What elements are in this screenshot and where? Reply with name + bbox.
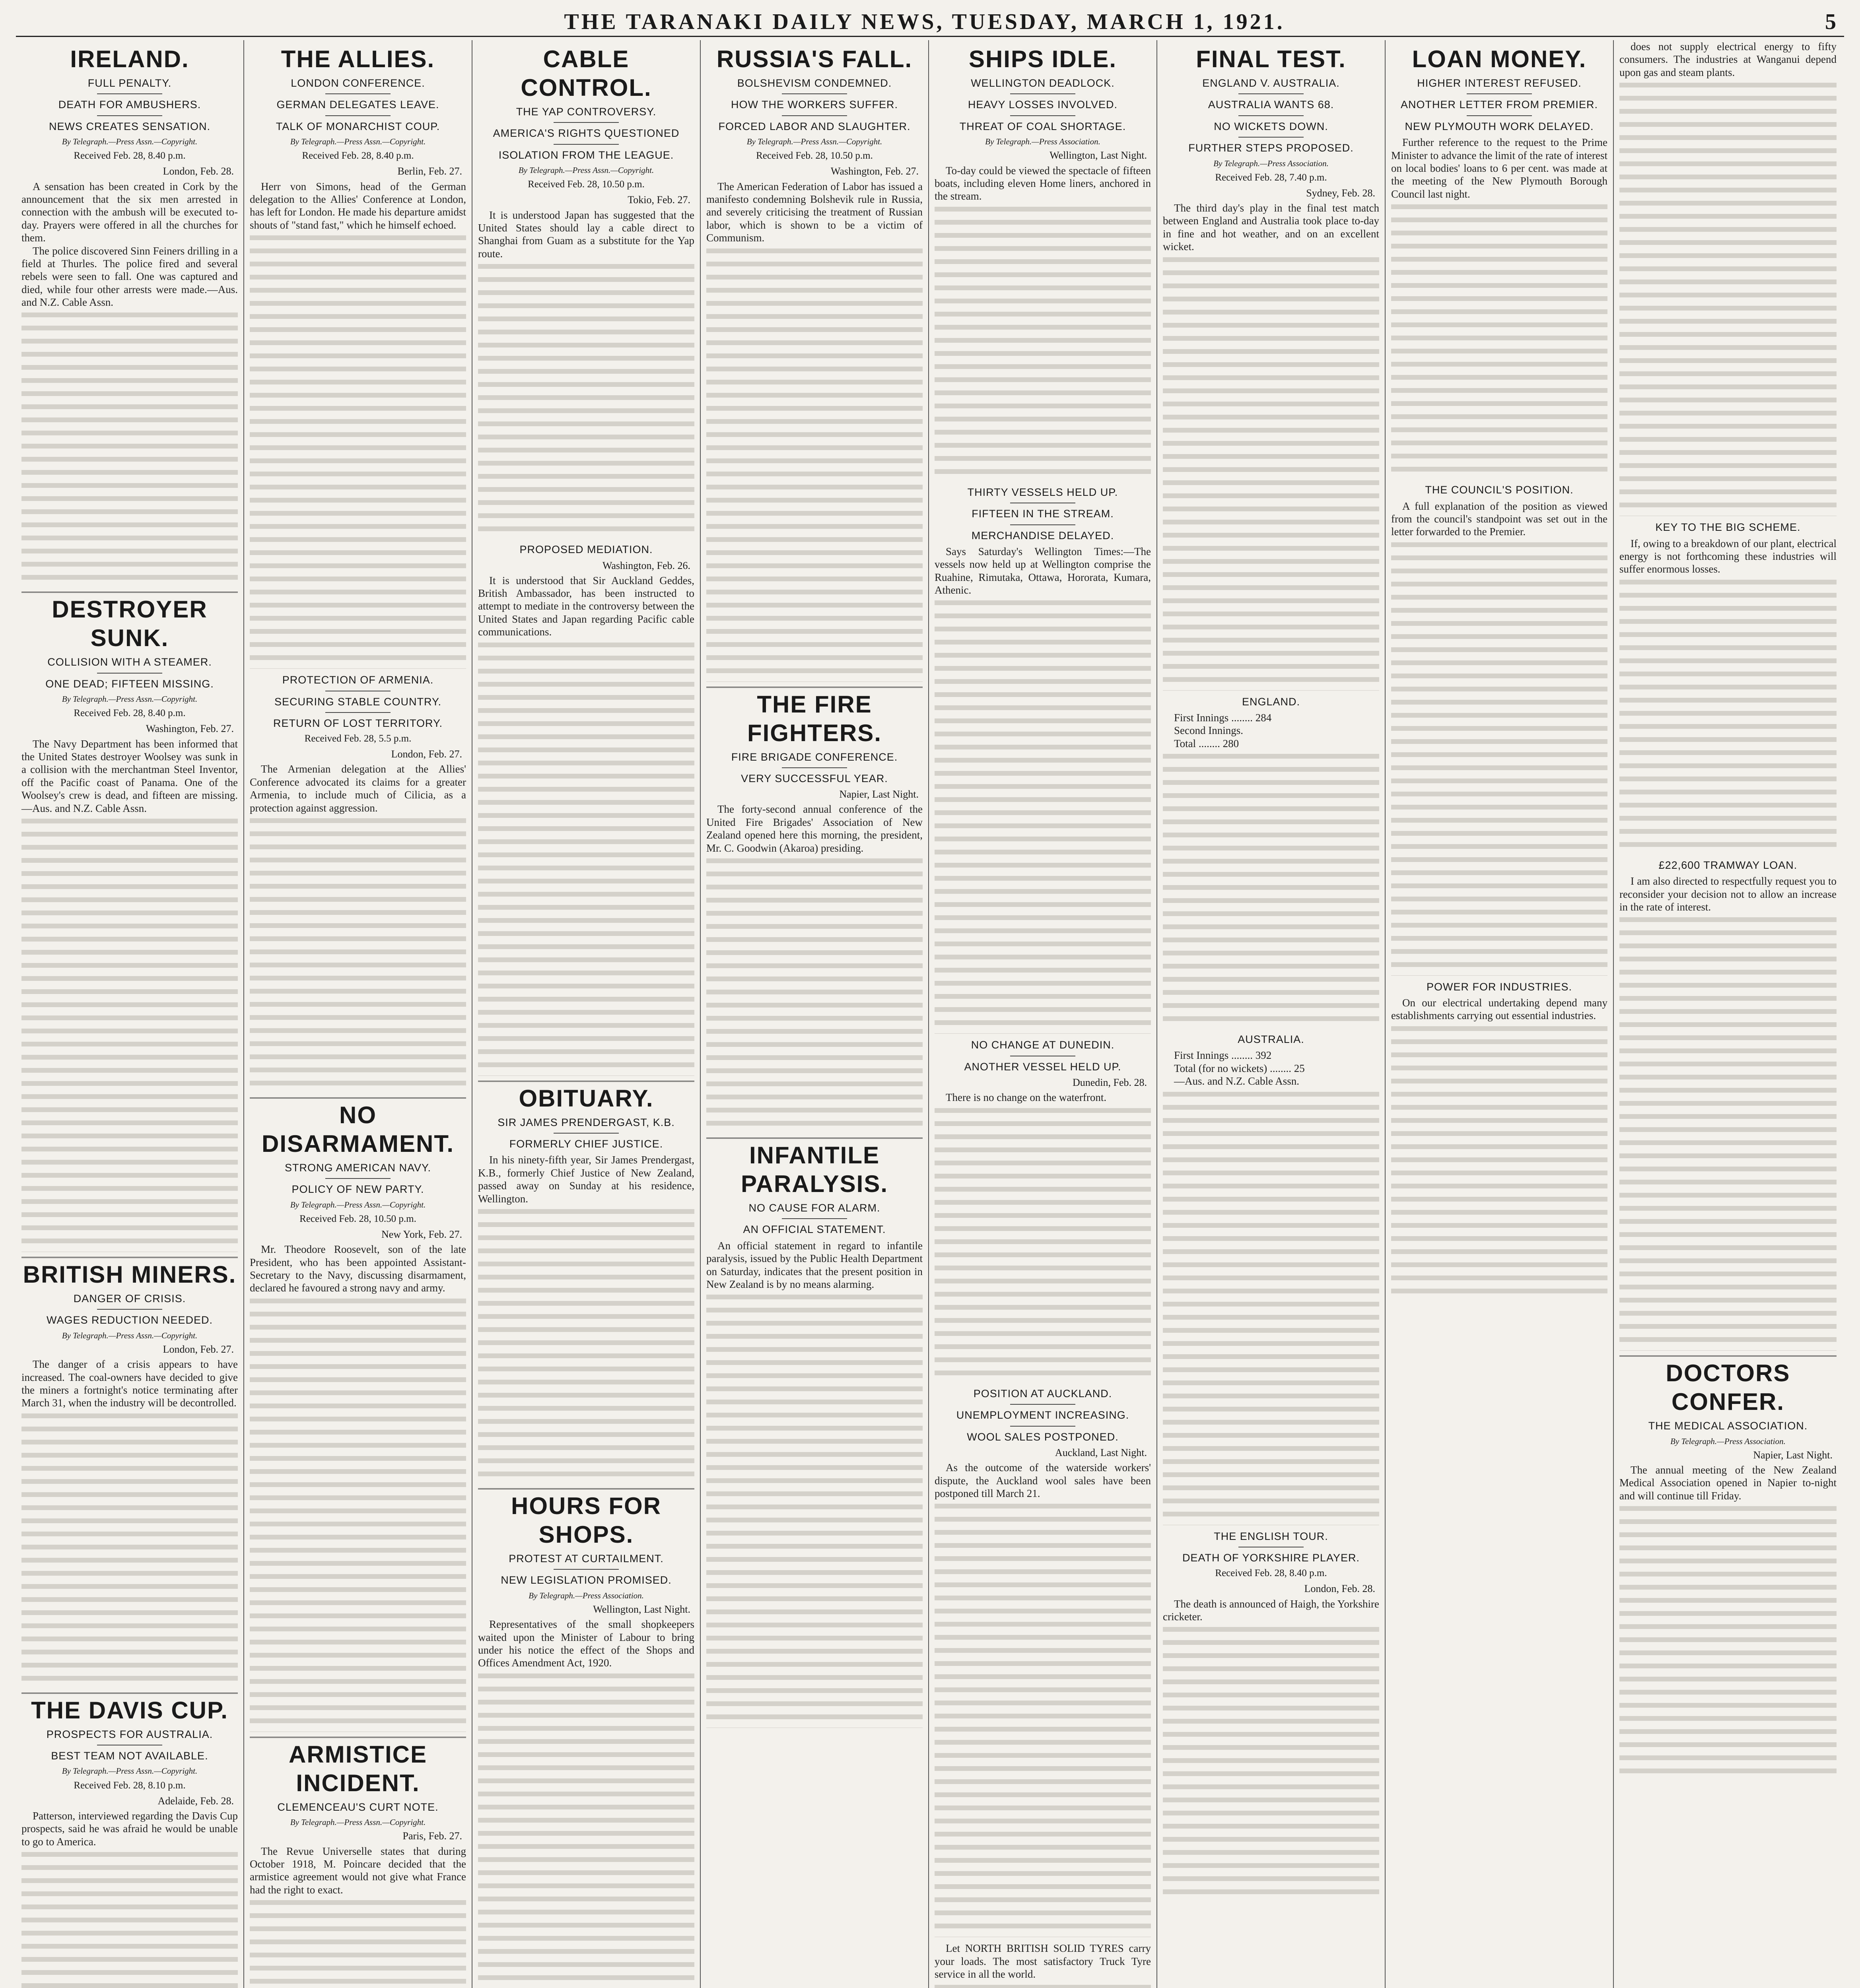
subheading: BOLSHEVISM CONDEMNED. bbox=[737, 77, 892, 89]
dateline: Wellington, Last Night. bbox=[1050, 149, 1147, 161]
divider bbox=[325, 712, 390, 713]
subheading: STRONG AMERICAN NAVY. bbox=[284, 1162, 431, 1174]
subheading: PROPOSED MEDIATION. bbox=[519, 544, 653, 556]
article-text-block bbox=[1619, 576, 1837, 854]
wire-credit: By Telegraph.—Press Association. bbox=[985, 137, 1100, 147]
divider bbox=[97, 115, 162, 116]
received-time: Received Feb. 28, 8.40 p.m. bbox=[302, 150, 414, 161]
paragraph: It is understood Japan has suggested that the United States should lay a cable direct to Shanghai from Guam as a substitute for the Yap route. bbox=[478, 209, 694, 260]
article bbox=[21, 1257, 238, 1688]
subheading: NO CAUSE FOR ALARM. bbox=[748, 1202, 880, 1214]
article-text-block bbox=[478, 639, 694, 1076]
article-text-block bbox=[1391, 1022, 1607, 1301]
paragraph: If, owing to a breakdown of our plant, electrical energy is not forthcoming these industries will suffer enormous losses. bbox=[1619, 537, 1837, 575]
article bbox=[706, 43, 923, 682]
article-body bbox=[1391, 996, 1607, 1022]
subheading: ENGLAND. bbox=[1242, 695, 1300, 708]
article bbox=[935, 486, 1151, 1034]
article-body bbox=[706, 803, 923, 854]
article-text-block bbox=[478, 260, 694, 538]
article-text-block bbox=[706, 245, 923, 682]
divider bbox=[782, 93, 847, 94]
headline: THE ALLIES. bbox=[281, 46, 435, 72]
article-body bbox=[250, 763, 466, 814]
article bbox=[21, 1693, 238, 1988]
subheading: WAGES REDUCTION NEEDED. bbox=[46, 1314, 213, 1326]
paragraph: Total (for no wickets) ........ 25 bbox=[1174, 1062, 1305, 1074]
article-body bbox=[21, 1809, 238, 1848]
subheading: LONDON CONFERENCE. bbox=[291, 77, 425, 89]
paragraph: Second Innings. bbox=[1174, 724, 1243, 737]
subheading: NO WICKETS DOWN. bbox=[1214, 120, 1328, 132]
column-7 bbox=[1386, 40, 1614, 1988]
divider bbox=[1010, 524, 1075, 525]
divider bbox=[1010, 1404, 1075, 1405]
masthead bbox=[16, 8, 1844, 37]
headline: LOAN MONEY. bbox=[1412, 46, 1587, 72]
column-6 bbox=[1157, 40, 1386, 1988]
subheading: DEATH OF YORKSHIRE PLAYER. bbox=[1182, 1552, 1360, 1564]
article-body bbox=[1163, 1049, 1379, 1087]
paragraph: The annual meeting of the New Zealand Medical Association opened in Napier to-night and will continue till Friday. bbox=[1619, 1464, 1837, 1502]
received-time: Received Feb. 28, 10.50 p.m. bbox=[299, 1213, 416, 1224]
dateline: London, Feb. 28. bbox=[1304, 1583, 1375, 1595]
subheading: POWER FOR INDUSTRIES. bbox=[1426, 980, 1572, 993]
article bbox=[935, 43, 1151, 481]
article bbox=[1163, 1033, 1379, 1525]
article-body bbox=[1391, 500, 1607, 538]
dateline: Adelaide, Feb. 28. bbox=[157, 1795, 234, 1807]
article-text-block bbox=[1163, 1088, 1379, 1525]
divider bbox=[554, 144, 618, 145]
subheading: DANGER OF CRISIS. bbox=[73, 1292, 186, 1305]
headline: INFANTILE PARALYSIS. bbox=[706, 1138, 923, 1198]
article bbox=[21, 592, 238, 1252]
subheading: THE COUNCIL'S POSITION. bbox=[1425, 484, 1574, 496]
subheading: HIGHER INTEREST REFUSED. bbox=[1417, 77, 1582, 89]
subheading: FORCED LABOR AND SLAUGHTER. bbox=[718, 120, 911, 132]
dateline: Sydney, Feb. 28. bbox=[1306, 187, 1375, 199]
subheading: THREAT OF COAL SHORTAGE. bbox=[959, 120, 1126, 132]
paragraph: I am also directed to respectfully request you to reconsider your decision not to allow an increase in the rate of interest. bbox=[1619, 875, 1837, 913]
article-text-block bbox=[935, 1104, 1151, 1382]
headline: HOURS FOR SHOPS. bbox=[478, 1488, 694, 1549]
headline: THE FIRE FIGHTERS. bbox=[706, 687, 923, 747]
article-text-block bbox=[250, 814, 466, 1093]
divider bbox=[782, 115, 847, 116]
subheading: UNEMPLOYMENT INCREASING. bbox=[956, 1409, 1129, 1421]
subheading: ANOTHER VESSEL HELD UP. bbox=[964, 1060, 1121, 1073]
wire-credit: By Telegraph.—Press Assn.—Copyright. bbox=[62, 694, 198, 704]
article-text-block bbox=[21, 815, 238, 1252]
subheading: FORMERLY CHIEF JUSTICE. bbox=[509, 1138, 663, 1150]
wire-credit: By Telegraph.—Press Association. bbox=[1213, 158, 1329, 168]
received-time: Received Feb. 28, 8.40 p.m. bbox=[74, 150, 186, 161]
article-body bbox=[21, 738, 238, 815]
column-5 bbox=[929, 40, 1157, 1988]
paragraph: First Innings ........ 392 bbox=[1174, 1049, 1272, 1062]
received-time: Received Feb. 28, 7.40 p.m. bbox=[1215, 172, 1327, 183]
article bbox=[1619, 521, 1837, 854]
paragraph: The death is announced of Haigh, the Yorkshire cricketer. bbox=[1163, 1598, 1379, 1623]
subheading: AMERICA'S RIGHTS QUESTIONED bbox=[493, 127, 680, 140]
article bbox=[1391, 980, 1607, 1301]
article-text-block bbox=[935, 596, 1151, 1034]
column-1 bbox=[16, 40, 244, 1988]
subheading: THE ENGLISH TOUR. bbox=[1214, 1530, 1328, 1542]
article bbox=[935, 1039, 1151, 1382]
subheading: AUSTRALIA. bbox=[1238, 1033, 1304, 1046]
article-body bbox=[1619, 1464, 1837, 1502]
article-body bbox=[250, 1845, 466, 1897]
article-body bbox=[935, 1091, 1151, 1104]
article-text-block bbox=[706, 854, 923, 1133]
article-text-block bbox=[1619, 1502, 1837, 1780]
paragraph: There is no change on the waterfront. bbox=[946, 1091, 1107, 1104]
subheading: PROTECTION OF ARMENIA. bbox=[282, 674, 434, 686]
dateline: London, Feb. 28. bbox=[163, 165, 234, 177]
paragraph: The police discovered Sinn Feiners drilling in a field at Thurles. The police fired and several rebels were seen to fall. One was captured and died, while four other arrests were made.—Aus. and N.Z. Cable Assn. bbox=[21, 245, 238, 309]
article-body bbox=[935, 545, 1151, 597]
paragraph: The Armenian delegation at the Allies' Conference advocated its claims for a greater Armenia, to include much of Cilicia, as a protection against aggression. bbox=[250, 763, 466, 814]
article bbox=[250, 1737, 466, 1988]
article-text-block bbox=[1163, 750, 1379, 1028]
subheading: PROTEST AT CURTAILMENT. bbox=[509, 1552, 664, 1565]
article bbox=[21, 43, 238, 587]
subheading: CLEMENCEAU'S CURT NOTE. bbox=[277, 1801, 439, 1813]
article-text-block bbox=[1163, 1623, 1379, 1901]
divider bbox=[1238, 137, 1303, 138]
article-body bbox=[1163, 202, 1379, 253]
subheading: FIFTEEN IN THE STREAM. bbox=[972, 508, 1114, 520]
paragraph: Representatives of the small shopkeepers waited upon the Minister of Labour to bring under his notice the effect of the Shops and Offices Amendment Act, 1920. bbox=[478, 1618, 694, 1669]
divider bbox=[1467, 93, 1532, 94]
article-body bbox=[1619, 875, 1837, 913]
article bbox=[250, 674, 466, 1093]
article-text-block bbox=[1391, 200, 1607, 479]
subheading: MERCHANDISE DELAYED. bbox=[971, 529, 1114, 542]
paragraph: An official statement in regard to infantile paralysis, issued by the Public Health Department on Saturday, indicates that the present position in New Zealand is by no means alarming. bbox=[706, 1239, 923, 1290]
divider bbox=[782, 1218, 847, 1219]
article bbox=[250, 1097, 466, 1732]
divider bbox=[1467, 115, 1532, 116]
article-text-block bbox=[250, 1896, 466, 1988]
article-body bbox=[478, 1153, 694, 1205]
article-body bbox=[1391, 136, 1607, 200]
paragraph: The danger of a crisis appears to have increased. The coal-owners have decided to give the miners a fortnight's notice terminating after March 31, when the industry will be decontrolled. bbox=[21, 1358, 238, 1409]
wire-credit: By Telegraph.—Press Assn.—Copyright. bbox=[62, 1766, 198, 1776]
divider bbox=[1010, 93, 1075, 94]
article-body bbox=[250, 180, 466, 232]
dateline: London, Feb. 27. bbox=[391, 748, 462, 760]
headline: CABLE CONTROL. bbox=[521, 46, 652, 101]
column-3 bbox=[472, 40, 701, 1988]
subheading: BEST TEAM NOT AVAILABLE. bbox=[51, 1750, 208, 1762]
column-2 bbox=[244, 40, 472, 1988]
paragraph: —Aus. and N.Z. Cable Assn. bbox=[1174, 1075, 1299, 1087]
paragraph: Mr. Theodore Roosevelt, son of the late President, who has been appointed Assistant-Secretary to the Navy, discussing disarmament, declared he favoured a strong navy and army. bbox=[250, 1243, 466, 1294]
article-text-block bbox=[935, 1500, 1151, 1937]
article-text-block bbox=[1163, 253, 1379, 691]
headline: DOCTORS CONFER. bbox=[1619, 1355, 1837, 1416]
subheading: HEAVY LOSSES INVOLVED. bbox=[968, 99, 1118, 111]
article bbox=[1163, 1530, 1379, 1902]
dateline: New York, Feb. 27. bbox=[381, 1229, 462, 1240]
divider bbox=[554, 1133, 618, 1134]
subheading: AUSTRALIA WANTS 68. bbox=[1208, 99, 1334, 111]
article-body bbox=[21, 180, 238, 309]
article bbox=[250, 43, 466, 669]
article bbox=[1391, 483, 1607, 976]
paragraph: The Navy Department has been informed that the United States destroyer Woolsey was sunk in a collision with the merchantman Steel Inventor, off the Pacific coast of Panama. One of the Woolsey's crew is dead, and fifteen are missing.—Aus. and N.Z. Cable Assn. bbox=[21, 738, 238, 814]
wire-credit: By Telegraph.—Press Assn.—Copyright. bbox=[62, 137, 198, 147]
dateline: Washington, Feb. 26. bbox=[602, 559, 690, 571]
article bbox=[1619, 40, 1837, 516]
received-time: Received Feb. 28, 8.10 p.m. bbox=[74, 1780, 186, 1791]
paragraph: On our electrical undertaking depend many establishments carrying out essential industries. bbox=[1391, 997, 1607, 1022]
article bbox=[478, 43, 694, 538]
article bbox=[706, 1138, 923, 1728]
article bbox=[1391, 43, 1607, 479]
headline: ARMISTICE INCIDENT. bbox=[250, 1737, 466, 1798]
subheading: DEATH FOR AMBUSHERS. bbox=[58, 99, 201, 111]
divider bbox=[97, 93, 162, 94]
wire-credit: By Telegraph.—Press Assn.—Copyright. bbox=[518, 165, 654, 175]
subheading: NO CHANGE AT DUNEDIN. bbox=[971, 1039, 1115, 1051]
article-text-block bbox=[478, 1205, 694, 1483]
subheading: COLLISION WITH A STEAMER. bbox=[47, 656, 212, 668]
divider bbox=[554, 122, 618, 123]
paragraph: To-day could be viewed the spectacle of fifteen boats, including eleven Home liners, anchored in the stream. bbox=[935, 164, 1151, 202]
article-body bbox=[1619, 40, 1837, 79]
article-text-block bbox=[21, 1409, 238, 1688]
article-text-block bbox=[250, 231, 466, 669]
subheading: FULL PENALTY. bbox=[87, 77, 172, 89]
wire-credit: By Telegraph.—Press Assn.—Copyright. bbox=[290, 1200, 426, 1209]
subheading: NEWS CREATES SENSATION. bbox=[49, 120, 211, 132]
article bbox=[1163, 43, 1379, 691]
article-body bbox=[1163, 1598, 1379, 1623]
subheading: GERMAN DELEGATES LEAVE. bbox=[276, 99, 439, 111]
subheading: ENGLAND V. AUSTRALIA. bbox=[1202, 77, 1340, 89]
paragraph: Herr von Simons, head of the German delegation to the Allies' Conference at London, has left for London. He made his departure amidst shouts of "stand fast," which he himself echoed. bbox=[250, 180, 466, 231]
article-text-block bbox=[21, 309, 238, 587]
paragraph: The American Federation of Labor has issued a manifesto condemning Bolshevik rule in Russia, and severely criticising the treatment of Russian labor, which is shown to be a victim of Communism. bbox=[706, 180, 923, 244]
paragraph: Further reference to the request to the Prime Minister to advance the limit of the rate of interest on local bodies' loans to 6 per cent. was made at the meeting of the New Plymouth Borough Council last night. bbox=[1391, 136, 1607, 200]
paragraph: Says Saturday's Wellington Times:—The vessels now held up at Wellington comprise the Ruahine, Rimutaka, Ottawa, Hororata, Kumara, Athenic. bbox=[935, 545, 1151, 596]
article-text-block bbox=[478, 1670, 694, 1988]
column-4 bbox=[701, 40, 929, 1988]
dateline: London, Feb. 27. bbox=[163, 1343, 234, 1355]
subheading: WOOL SALES POSTPONED. bbox=[967, 1431, 1119, 1443]
headline: DESTROYER SUNK. bbox=[21, 592, 238, 652]
column-8 bbox=[1614, 40, 1842, 1988]
article-body bbox=[935, 1942, 1151, 1980]
wire-credit: By Telegraph.—Press Assn.—Copyright. bbox=[62, 1330, 198, 1340]
article-body bbox=[1163, 711, 1379, 750]
received-time: Received Feb. 28, 8.40 p.m. bbox=[74, 708, 186, 719]
received-time: Received Feb. 28, 5.5 p.m. bbox=[304, 733, 412, 744]
article-body bbox=[250, 1243, 466, 1295]
subheading: ISOLATION FROM THE LEAGUE. bbox=[498, 149, 674, 161]
dateline: Washington, Feb. 27. bbox=[830, 165, 919, 177]
article-text-block bbox=[935, 203, 1151, 481]
divider bbox=[97, 673, 162, 674]
wire-credit: By Telegraph.—Press Assn.—Copyright. bbox=[290, 1817, 426, 1827]
headline: SHIPS IDLE. bbox=[968, 46, 1117, 72]
subheading: FURTHER STEPS PROPOSED. bbox=[1188, 142, 1354, 154]
wire-credit: By Telegraph.—Press Assn.—Copyright. bbox=[290, 137, 426, 147]
dateline: Washington, Feb. 27. bbox=[146, 723, 234, 735]
subheading: POLICY OF NEW PARTY. bbox=[292, 1183, 424, 1196]
article-text-block bbox=[1619, 79, 1837, 516]
article-text-block bbox=[250, 1295, 466, 1732]
article-body bbox=[478, 574, 694, 639]
divider bbox=[325, 1178, 390, 1179]
dateline: Berlin, Feb. 27. bbox=[397, 165, 462, 177]
subheading: POSITION AT AUCKLAND. bbox=[973, 1387, 1112, 1400]
received-time: Received Feb. 28, 8.40 p.m. bbox=[1215, 1568, 1327, 1579]
headline: FINAL TEST. bbox=[1196, 46, 1346, 72]
subheading: THE MEDICAL ASSOCIATION. bbox=[1648, 1420, 1808, 1432]
divider bbox=[325, 93, 390, 94]
divider bbox=[1238, 115, 1303, 116]
divider bbox=[325, 115, 390, 116]
article-text-block bbox=[1619, 913, 1837, 1351]
subheading: ONE DEAD; FIFTEEN MISSING. bbox=[45, 678, 214, 690]
headline: RUSSIA'S FALL. bbox=[716, 46, 913, 72]
article-body bbox=[478, 209, 694, 260]
received-time: Received Feb. 28, 10.50 p.m. bbox=[756, 150, 873, 161]
paragraph: As the outcome of the waterside workers' dispute, the Auckland wool sales have been postponed till March 21. bbox=[935, 1462, 1151, 1499]
divider bbox=[97, 1309, 162, 1310]
wire-credit: By Telegraph.—Press Assn.—Copyright. bbox=[746, 137, 882, 147]
paragraph: The third day's play in the final test match between England and Australia took place to-day in fine and hot weather, and on an excellent wicket. bbox=[1163, 202, 1379, 253]
dateline: Napier, Last Night. bbox=[839, 788, 919, 800]
subheading: SIR JAMES PRENDERGAST, K.B. bbox=[498, 1116, 675, 1128]
subheading: TALK OF MONARCHIST COUP. bbox=[276, 120, 440, 132]
article bbox=[478, 1081, 694, 1483]
received-time: Received Feb. 28, 10.50 p.m. bbox=[528, 179, 645, 190]
article bbox=[1619, 1355, 1837, 1780]
subheading: £22,600 TRAMWAY LOAN. bbox=[1658, 859, 1798, 871]
article bbox=[1619, 859, 1837, 1351]
subheading: AN OFFICIAL STATEMENT. bbox=[743, 1223, 886, 1236]
divider bbox=[1010, 115, 1075, 116]
subheading: WELLINGTON DEADLOCK. bbox=[971, 77, 1115, 89]
article bbox=[1163, 695, 1379, 1029]
article bbox=[935, 1942, 1151, 1988]
subheading: NEW PLYMOUTH WORK DELAYED. bbox=[1405, 120, 1594, 132]
paragraph: First Innings ........ 284 bbox=[1174, 711, 1272, 724]
article bbox=[478, 1488, 694, 1988]
article-body bbox=[706, 180, 923, 245]
subheading: NEW LEGISLATION PROMISED. bbox=[501, 1574, 672, 1586]
subheading: ANOTHER LETTER FROM PREMIER. bbox=[1400, 99, 1598, 111]
article-body bbox=[1619, 537, 1837, 576]
paragraph: It is understood that Sir Auckland Geddes, British Ambassador, has been instructed to attempt to mediate in the controversy between the United States and Japan regarding Pacific cable communications. bbox=[478, 574, 694, 638]
article-body bbox=[935, 164, 1151, 203]
paragraph: Total ........ 280 bbox=[1174, 737, 1239, 749]
headline: BRITISH MINERS. bbox=[21, 1257, 238, 1289]
article-text-block bbox=[935, 1981, 1151, 1988]
columns bbox=[16, 40, 1844, 1988]
article-body bbox=[935, 1461, 1151, 1500]
divider bbox=[1238, 93, 1303, 94]
subheading: KEY TO THE BIG SCHEME. bbox=[1655, 521, 1801, 534]
subheading: VERY SUCCESSFUL YEAR. bbox=[741, 772, 888, 784]
paragraph: A sensation has been created in Cork by the announcement that the six men arrested in connection with the ambush will be executed to-day. Prayers were offered in all the churches for them. bbox=[21, 180, 238, 244]
headline: OBITUARY. bbox=[478, 1081, 694, 1113]
paragraph: does not supply electrical energy to fifty consumers. The industries at Wanganui depend upon gas and steam plants. bbox=[1619, 41, 1837, 78]
article-body bbox=[21, 1358, 238, 1409]
wire-credit: By Telegraph.—Press Association. bbox=[529, 1590, 644, 1600]
headline: NO DISARMAMENT. bbox=[250, 1097, 466, 1158]
article-text-block bbox=[21, 1848, 238, 1988]
dateline: Auckland, Last Night. bbox=[1055, 1446, 1147, 1458]
divider bbox=[782, 767, 847, 768]
dateline: Tokio, Feb. 27. bbox=[628, 194, 690, 206]
paragraph: A full explanation of the position as viewed from the council's standpoint was set out in the letter forwarded to the Premier. bbox=[1391, 500, 1607, 538]
subheading: FIRE BRIGADE CONFERENCE. bbox=[731, 751, 898, 763]
dateline: Napier, Last Night. bbox=[1753, 1449, 1833, 1461]
dateline: Paris, Feb. 27. bbox=[402, 1830, 462, 1842]
subheading: PROSPECTS FOR AUSTRALIA. bbox=[46, 1728, 213, 1740]
paragraph: The forty-second annual conference of the United Fire Brigades' Association of New Zealand opened here this morning, the president, Mr. C. Goodwin (Akaroa) presiding. bbox=[706, 803, 923, 854]
wire-credit: By Telegraph.—Press Association. bbox=[1670, 1436, 1786, 1446]
subheading: HOW THE WORKERS SUFFER. bbox=[731, 99, 898, 111]
paragraph: In his ninety-fifth year, Sir James Prendergast, K.B., formerly Chief Justice of New Zealand, passed away on Sunday at his residence, Wellington. bbox=[478, 1154, 694, 1205]
article-body bbox=[478, 1618, 694, 1670]
paragraph: The Revue Universelle states that during October 1918, M. Poincare decided that the armistice agreement would not give what France had the right to exact. bbox=[250, 1845, 466, 1896]
article bbox=[706, 687, 923, 1133]
divider bbox=[1010, 1426, 1075, 1427]
article-text-block bbox=[1391, 538, 1607, 976]
paragraph: Let NORTH BRITISH SOLID TYRES carry your loads. The most satisfactory Truck Tyre service in all the world. bbox=[935, 1942, 1151, 1980]
paragraph: Patterson, interviewed regarding the Davis Cup prospects, said he was afraid he would be unable to go to America. bbox=[21, 1809, 238, 1848]
subheading: THIRTY VESSELS HELD UP. bbox=[967, 486, 1118, 498]
headline: IRELAND. bbox=[70, 46, 189, 72]
divider bbox=[554, 1569, 618, 1570]
masthead-title: THE TARANAKI DAILY NEWS, TUESDAY, MARCH 1, 1921. bbox=[564, 10, 1285, 34]
dateline: Wellington, Last Night. bbox=[593, 1603, 690, 1615]
article bbox=[935, 1387, 1151, 1938]
subheading: RETURN OF LOST TERRITORY. bbox=[273, 717, 443, 729]
article-body bbox=[706, 1239, 923, 1291]
article-text-block bbox=[706, 1291, 923, 1728]
dateline: Dunedin, Feb. 28. bbox=[1072, 1077, 1147, 1089]
article bbox=[478, 543, 694, 1076]
headline: THE DAVIS CUP. bbox=[21, 1693, 238, 1725]
subheading: SECURING STABLE COUNTRY. bbox=[274, 695, 442, 708]
page-number: 5 bbox=[1825, 10, 1836, 34]
subheading: THE YAP CONTROVERSY. bbox=[516, 106, 657, 118]
